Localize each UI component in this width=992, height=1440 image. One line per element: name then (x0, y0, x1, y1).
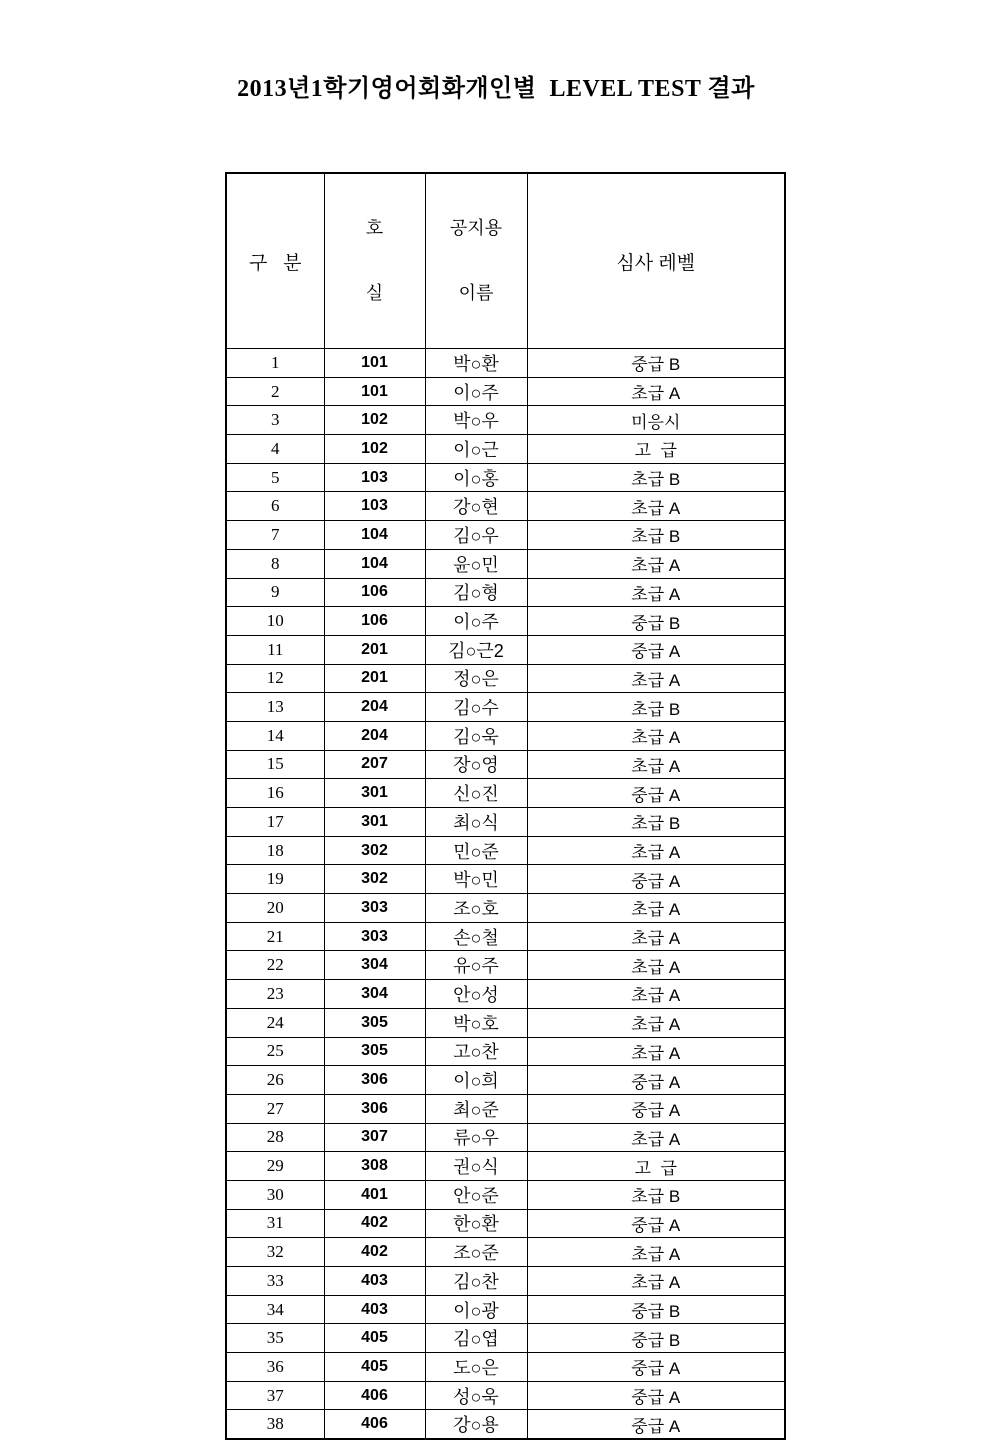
name-cell: 장○영 (425, 750, 527, 779)
level-cell: 초급 A (527, 664, 785, 693)
row-number-cell: 23 (226, 980, 324, 1009)
row-number-cell: 26 (226, 1066, 324, 1095)
level-cell: 초급 A (527, 951, 785, 980)
name-cell: 안○준 (425, 1180, 527, 1209)
header-room-line2: 실 (365, 283, 384, 303)
table-row (226, 578, 785, 607)
table-row (226, 349, 785, 378)
level-cell: 초급 B (527, 521, 785, 550)
row-number-cell: 7 (226, 521, 324, 550)
name-cell: 성○욱 (425, 1381, 527, 1410)
row-number-cell: 14 (226, 721, 324, 750)
row-number-cell: 29 (226, 1152, 324, 1181)
row-number-cell: 8 (226, 549, 324, 578)
row-number-cell: 30 (226, 1180, 324, 1209)
row-number-cell: 36 (226, 1353, 324, 1382)
table-row (226, 922, 785, 951)
level-cell: 초급 B (527, 808, 785, 837)
level-cell: 초급 B (527, 1180, 785, 1209)
name-cell: 박○호 (425, 1008, 527, 1037)
level-cell: 초급 A (527, 1123, 785, 1152)
row-number-cell: 38 (226, 1410, 324, 1439)
name-cell: 손○철 (425, 922, 527, 951)
header-row (226, 173, 785, 349)
row-number-cell: 10 (226, 607, 324, 636)
room-cell: 101 (324, 349, 425, 378)
row-number-cell: 25 (226, 1037, 324, 1066)
name-cell: 권○식 (425, 1152, 527, 1181)
name-cell: 박○민 (425, 865, 527, 894)
room-cell: 103 (324, 492, 425, 521)
table-row (226, 377, 785, 406)
row-number-cell: 27 (226, 1094, 324, 1123)
room-cell: 307 (324, 1123, 425, 1152)
level-cell: 초급 A (527, 1008, 785, 1037)
table-row (226, 664, 785, 693)
name-cell: 강○용 (425, 1410, 527, 1439)
room-cell: 207 (324, 750, 425, 779)
table-row (226, 779, 785, 808)
table-row (226, 435, 785, 464)
name-cell: 김○욱 (425, 721, 527, 750)
table-row (226, 865, 785, 894)
row-number-cell: 17 (226, 808, 324, 837)
room-cell: 305 (324, 1008, 425, 1037)
level-cell: 미응시 (527, 406, 785, 435)
name-cell: 김○엽 (425, 1324, 527, 1353)
room-cell: 104 (324, 521, 425, 550)
level-cell: 중급 A (527, 1381, 785, 1410)
header-name (425, 173, 527, 349)
room-cell: 201 (324, 635, 425, 664)
table-row (226, 1267, 785, 1296)
row-number-cell: 24 (226, 1008, 324, 1037)
name-cell: 정○은 (425, 664, 527, 693)
row-number-cell: 3 (226, 406, 324, 435)
name-cell: 조○준 (425, 1238, 527, 1267)
name-cell: 김○우 (425, 521, 527, 550)
table-row (226, 1008, 785, 1037)
header-room (324, 173, 425, 349)
row-number-cell: 19 (226, 865, 324, 894)
table-row (226, 951, 785, 980)
row-number-cell: 16 (226, 779, 324, 808)
name-cell: 이○주 (425, 607, 527, 636)
row-number-cell: 34 (226, 1295, 324, 1324)
room-cell: 405 (324, 1353, 425, 1382)
room-cell: 304 (324, 951, 425, 980)
row-number-cell: 12 (226, 664, 324, 693)
header-room-line1: 호 (365, 218, 384, 238)
room-cell: 402 (324, 1209, 425, 1238)
row-number-cell: 18 (226, 836, 324, 865)
level-cell: 중급 B (527, 1295, 785, 1324)
room-cell: 106 (324, 578, 425, 607)
level-cell: 중급 B (527, 1324, 785, 1353)
table-row (226, 521, 785, 550)
row-number-cell: 33 (226, 1267, 324, 1296)
name-cell: 강○현 (425, 492, 527, 521)
name-cell: 최○식 (425, 808, 527, 837)
name-cell: 도○은 (425, 1353, 527, 1382)
table-row (226, 721, 785, 750)
table-row (226, 1381, 785, 1410)
table-header (226, 173, 785, 349)
room-cell: 403 (324, 1295, 425, 1324)
table-row (226, 1353, 785, 1382)
room-cell: 301 (324, 808, 425, 837)
row-number-cell: 21 (226, 922, 324, 951)
level-cell: 중급 A (527, 1353, 785, 1382)
level-cell: 중급 A (527, 1410, 785, 1439)
table-body (226, 349, 785, 1439)
name-cell: 김○찬 (425, 1267, 527, 1296)
room-cell: 401 (324, 1180, 425, 1209)
name-cell: 윤○민 (425, 549, 527, 578)
level-cell: 초급 B (527, 693, 785, 722)
table-row (226, 492, 785, 521)
row-number-cell: 5 (226, 463, 324, 492)
name-cell: 신○진 (425, 779, 527, 808)
row-number-cell: 11 (226, 635, 324, 664)
room-cell: 204 (324, 693, 425, 722)
name-cell: 최○준 (425, 1094, 527, 1123)
level-cell: 초급 B (527, 463, 785, 492)
table-row (226, 894, 785, 923)
room-cell: 301 (324, 779, 425, 808)
level-cell: 초급 A (527, 721, 785, 750)
level-cell: 중급 A (527, 865, 785, 894)
room-cell: 106 (324, 607, 425, 636)
table-row (226, 808, 785, 837)
room-cell: 304 (324, 980, 425, 1009)
table-row (226, 549, 785, 578)
room-cell: 102 (324, 435, 425, 464)
name-cell: 안○성 (425, 980, 527, 1009)
level-cell: 초급 A (527, 578, 785, 607)
table-row (226, 1180, 785, 1209)
name-cell: 김○수 (425, 693, 527, 722)
room-cell: 306 (324, 1066, 425, 1095)
table-row (226, 980, 785, 1009)
level-cell: 초급 A (527, 1037, 785, 1066)
name-cell: 김○근2 (425, 635, 527, 664)
room-cell: 302 (324, 865, 425, 894)
name-cell: 이○근 (425, 435, 527, 464)
row-number-cell: 1 (226, 349, 324, 378)
table-row (226, 1410, 785, 1439)
row-number-cell: 2 (226, 377, 324, 406)
row-number-cell: 9 (226, 578, 324, 607)
table-row (226, 1295, 785, 1324)
table-row (226, 693, 785, 722)
header-level: 심사 레벨 (527, 173, 785, 349)
room-cell: 308 (324, 1152, 425, 1181)
row-number-cell: 4 (226, 435, 324, 464)
level-cell: 중급 B (527, 607, 785, 636)
level-cell: 초급 A (527, 377, 785, 406)
room-cell: 104 (324, 549, 425, 578)
table-row (226, 1209, 785, 1238)
room-cell: 204 (324, 721, 425, 750)
row-number-cell: 15 (226, 750, 324, 779)
table-row (226, 1037, 785, 1066)
room-cell: 201 (324, 664, 425, 693)
room-cell: 101 (324, 377, 425, 406)
name-cell: 박○환 (425, 349, 527, 378)
name-cell: 박○우 (425, 406, 527, 435)
name-cell: 이○홍 (425, 463, 527, 492)
header-name-line2: 이름 (458, 283, 494, 303)
level-cell: 초급 A (527, 750, 785, 779)
level-cell: 고 급 (527, 1152, 785, 1181)
name-cell: 이○희 (425, 1066, 527, 1095)
level-cell: 중급 A (527, 1066, 785, 1095)
row-number-cell: 35 (226, 1324, 324, 1353)
name-cell: 한○환 (425, 1209, 527, 1238)
row-number-cell: 31 (226, 1209, 324, 1238)
level-cell: 초급 A (527, 1238, 785, 1267)
name-cell: 김○형 (425, 578, 527, 607)
table-row (226, 1324, 785, 1353)
name-cell: 이○광 (425, 1295, 527, 1324)
level-cell: 중급 A (527, 635, 785, 664)
name-cell: 유○주 (425, 951, 527, 980)
level-cell: 초급 A (527, 492, 785, 521)
level-cell: 초급 A (527, 980, 785, 1009)
name-cell: 조○호 (425, 894, 527, 923)
room-cell: 403 (324, 1267, 425, 1296)
level-cell: 초급 A (527, 1267, 785, 1296)
row-number-cell: 37 (226, 1381, 324, 1410)
room-cell: 302 (324, 836, 425, 865)
table-row (226, 836, 785, 865)
table-row (226, 635, 785, 664)
level-cell: 초급 A (527, 922, 785, 951)
room-cell: 406 (324, 1410, 425, 1439)
level-cell: 초급 A (527, 836, 785, 865)
table-row (226, 463, 785, 492)
table-row (226, 406, 785, 435)
room-cell: 406 (324, 1381, 425, 1410)
row-number-cell: 28 (226, 1123, 324, 1152)
level-cell: 고 급 (527, 435, 785, 464)
level-cell: 초급 A (527, 549, 785, 578)
room-cell: 303 (324, 894, 425, 923)
room-cell: 306 (324, 1094, 425, 1123)
row-number-cell: 32 (226, 1238, 324, 1267)
room-cell: 405 (324, 1324, 425, 1353)
header-category: 구 분 (226, 173, 324, 349)
room-cell: 305 (324, 1037, 425, 1066)
name-cell: 민○준 (425, 836, 527, 865)
row-number-cell: 22 (226, 951, 324, 980)
level-test-table (225, 172, 786, 1440)
level-cell: 중급 A (527, 779, 785, 808)
level-cell: 중급 A (527, 1094, 785, 1123)
room-cell: 303 (324, 922, 425, 951)
level-cell: 중급 B (527, 349, 785, 378)
table-row (226, 1152, 785, 1181)
row-number-cell: 20 (226, 894, 324, 923)
header-name-line1: 공지용 (449, 218, 503, 238)
level-cell: 중급 A (527, 1209, 785, 1238)
room-cell: 402 (324, 1238, 425, 1267)
page-title: 2013년1학기영어회화개인별 LEVEL TEST 결과 (237, 76, 755, 102)
table-row (226, 1094, 785, 1123)
row-number-cell: 6 (226, 492, 324, 521)
name-cell: 고○찬 (425, 1037, 527, 1066)
table-row (226, 1238, 785, 1267)
table-row (226, 750, 785, 779)
room-cell: 102 (324, 406, 425, 435)
table-row (226, 607, 785, 636)
table-row (226, 1066, 785, 1095)
level-cell: 초급 A (527, 894, 785, 923)
name-cell: 이○주 (425, 377, 527, 406)
room-cell: 103 (324, 463, 425, 492)
row-number-cell: 13 (226, 693, 324, 722)
table-row (226, 1123, 785, 1152)
name-cell: 류○우 (425, 1123, 527, 1152)
